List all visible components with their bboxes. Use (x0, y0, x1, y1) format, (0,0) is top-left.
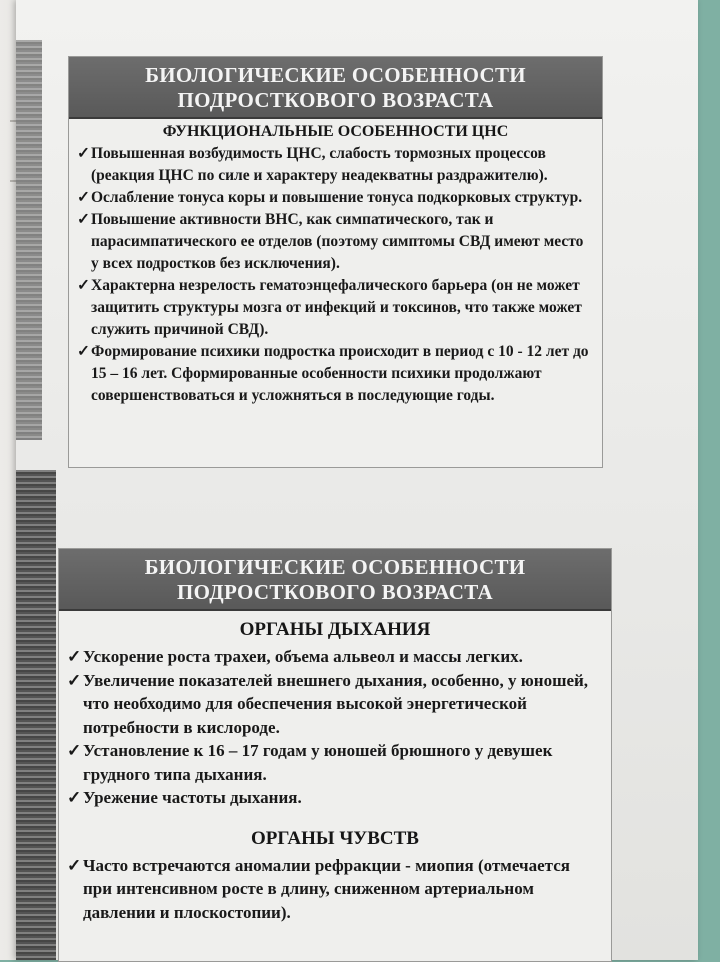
spacer (59, 810, 611, 820)
bullet-text: Урежение частоты дыхания. (83, 788, 302, 807)
check-icon: ✓ (77, 211, 90, 228)
bullet-text: Формирование психики подростка происходит в период с 10 - 12 лет до 15 – 16 лет. Сформированные особенности психики продолжают совершенствоваться и усложняться в последующие годы. (91, 343, 589, 404)
slide-title (69, 57, 602, 119)
bullet-item (77, 275, 592, 341)
check-icon: ✓ (77, 145, 90, 162)
bullet-item (77, 187, 592, 209)
bullet-item (67, 669, 601, 740)
bullet-list (69, 143, 602, 407)
check-icon: ✓ (77, 277, 90, 294)
bullet-item (67, 786, 601, 810)
print-shadow-edge (16, 470, 56, 960)
bullet-text: Установление к 16 – 17 годам у юношей брюшного у девушек грудного типа дыхания. (83, 741, 553, 784)
bullet-item (77, 341, 592, 407)
slide-title-line: ПОДРОСТКОВОГО ВОЗРАСТА (177, 88, 494, 112)
print-shadow-edge (16, 40, 42, 440)
bullet-item (67, 739, 601, 786)
slide-title-line: БИОЛОГИЧЕСКИЕ ОСОБЕННОСТИ (144, 555, 526, 579)
slide-title (59, 549, 611, 611)
slide-cns (68, 56, 603, 468)
bullet-text: Часто встречаются аномалии рефракции - миопия (отмечается при интенсивном росте в длину, сниженном артериальном давлении и плоскостопии). (83, 855, 570, 922)
slide-title-line: БИОЛОГИЧЕСКИЕ ОСОБЕННОСТИ (145, 63, 526, 87)
bullet-list (59, 645, 611, 810)
bullet-text: Повышенная возбудимость ЦНС, слабость тормозных процессов (реакция ЦНС по силе и характеру неадекватны раздражителю). (91, 145, 548, 184)
check-icon: ✓ (67, 788, 82, 807)
bullet-text: Увеличение показателей внешнего дыхания, особенно, у юношей, что необходимо для обеспечения высокой энергетической потребности в кислороде. (83, 670, 589, 737)
bullet-item (67, 645, 601, 669)
bullet-list (59, 854, 611, 925)
check-icon: ✓ (77, 189, 90, 206)
bullet-item (67, 854, 601, 925)
section-heading: ОРГАНЫ ДЫХАНИЯ (239, 619, 431, 640)
check-icon: ✓ (67, 855, 82, 875)
bullet-text: Ускорение роста трахеи, объема альвеол и массы легких. (83, 647, 523, 666)
bullet-item (77, 209, 592, 275)
section-heading: ФУНКЦИОНАЛЬНЫЕ ОСОБЕННОСТИ ЦНС (162, 123, 509, 140)
check-icon: ✓ (67, 741, 82, 760)
check-icon: ✓ (67, 670, 82, 690)
bullet-text: Ослабление тонуса коры и повышение тонуса подкорковых структур. (91, 189, 583, 206)
slide-title-line: ПОДРОСТКОВОГО ВОЗРАСТА (177, 580, 493, 604)
section-heading: ОРГАНЫ ЧУВСТВ (251, 827, 419, 849)
check-icon: ✓ (77, 343, 90, 360)
check-icon: ✓ (67, 647, 82, 666)
bullet-text: Характерна незрелость гематоэнцефалического барьера (он не может защитить структуры мозга от инфекций и токсинов, что также может служить причиной СВД). (91, 277, 582, 338)
slide-respiratory (58, 548, 612, 962)
bullet-item (77, 143, 592, 187)
bullet-text: Повышение активности ВНС, как симпатического, так и парасимпатического ее отделов (поэтому симптомы СВД имеют место у всех подростков без исключения). (91, 211, 584, 272)
